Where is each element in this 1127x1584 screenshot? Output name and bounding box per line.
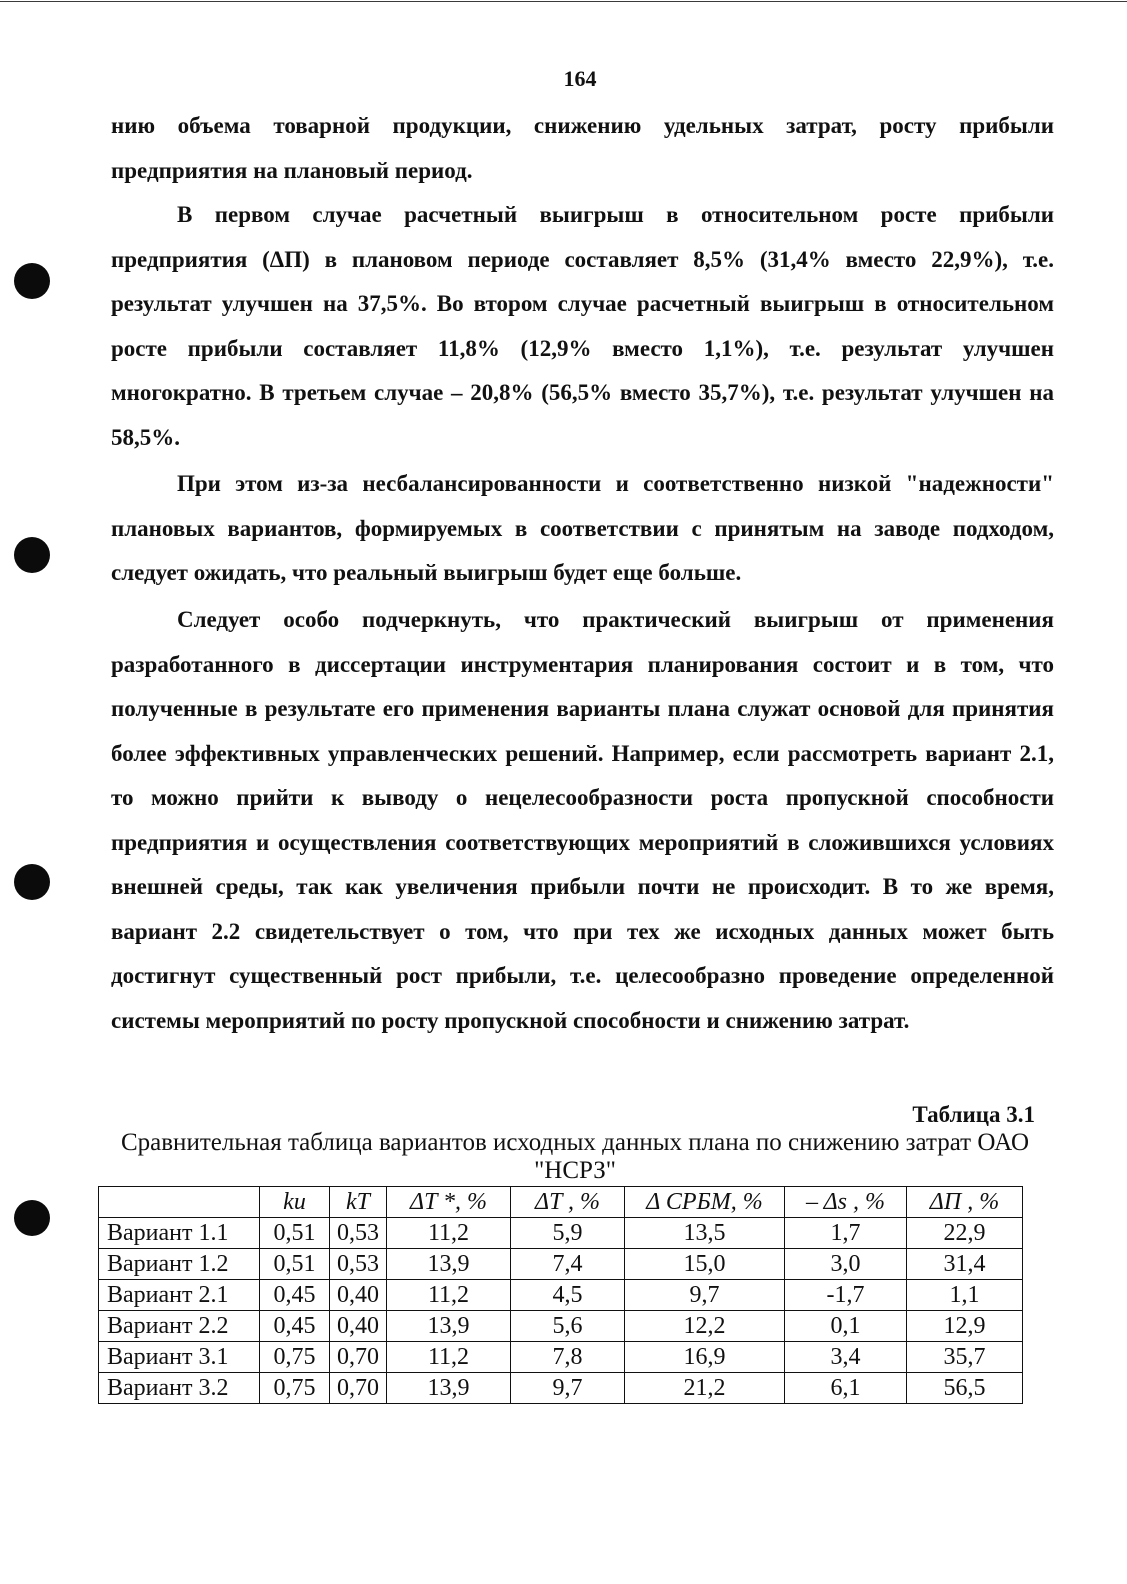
paragraph-2: В первом случае расчетный выигрыш в относительном росте прибыли предприятия (ΔП) в плановом периоде составляет 8,5% (31,4% вместо 22,9%), т.е. результат улучшен на 37,5%. Во втором случае расчетный выигрыш в относительном росте прибыли составляет 11,8% (12,9% вместо 1,1%), т.е. результат улучшен многократно. В третьем случае – 20,8% (56,5% вместо 35,7%), т.е. результат улучшен на 58,5%. <box>111 202 1054 450</box>
table-cell: 15,0 <box>625 1249 785 1280</box>
table-row <box>99 1249 1023 1280</box>
table-cell: 9,7 <box>625 1280 785 1311</box>
header-cell: kT <box>330 1187 387 1218</box>
table-cell: 0,40 <box>330 1280 387 1311</box>
table-cell: 12,9 <box>907 1311 1023 1342</box>
table-cell: 0,70 <box>330 1373 387 1404</box>
body-text-4 <box>111 598 1054 1043</box>
table-row <box>99 1280 1023 1311</box>
table-cell: 3,0 <box>785 1249 907 1280</box>
row-label: Вариант 3.2 <box>99 1373 260 1404</box>
table-cell: 7,8 <box>511 1342 625 1373</box>
table-row <box>99 1311 1023 1342</box>
table-cell: 13,9 <box>387 1311 511 1342</box>
table-cell: 16,9 <box>625 1342 785 1373</box>
table-cell: 22,9 <box>907 1218 1023 1249</box>
table-cell: 1,1 <box>907 1280 1023 1311</box>
table-header-row <box>99 1187 1023 1218</box>
table-cell: 3,4 <box>785 1342 907 1373</box>
table-row <box>99 1342 1023 1373</box>
header-cell: ΔП , % <box>907 1187 1023 1218</box>
table-cell: 0,70 <box>330 1342 387 1373</box>
table-cell: 11,2 <box>387 1342 511 1373</box>
body-text-1 <box>111 104 1054 193</box>
header-cell <box>99 1187 260 1218</box>
table-cell: 21,2 <box>625 1373 785 1404</box>
punch-hole-4 <box>14 1200 50 1236</box>
table-cell: 35,7 <box>907 1342 1023 1373</box>
table-cell: 13,5 <box>625 1218 785 1249</box>
row-label: Вариант 2.2 <box>99 1311 260 1342</box>
table-label: Таблица 3.1 <box>912 1102 1035 1127</box>
table-cell: 0,45 <box>260 1311 330 1342</box>
table-cell: 0,53 <box>330 1218 387 1249</box>
table-cell: 12,2 <box>625 1311 785 1342</box>
table-cell: 0,53 <box>330 1249 387 1280</box>
header-cell: Δ СРБМ, % <box>625 1187 785 1218</box>
row-label: Вариант 1.2 <box>99 1249 260 1280</box>
table-cell: 0,75 <box>260 1342 330 1373</box>
table-cell: 0,40 <box>330 1311 387 1342</box>
table-row <box>99 1218 1023 1249</box>
scan-top-edge <box>0 1 1127 2</box>
table-cell: 5,9 <box>511 1218 625 1249</box>
table-caption: Сравнительная таблица вариантов исходных данных плана по снижению затрат ОАО "НСРЗ" <box>120 1129 1029 1184</box>
header-cell: ΔT , % <box>511 1187 625 1218</box>
table-cell: 0,1 <box>785 1311 907 1342</box>
table-row <box>99 1373 1023 1404</box>
table-cell: 13,9 <box>387 1373 511 1404</box>
table-cell: 7,4 <box>511 1249 625 1280</box>
table-cell: 11,2 <box>387 1218 511 1249</box>
comparison-table <box>98 1186 1023 1404</box>
table-cell: 0,51 <box>260 1218 330 1249</box>
table-cell: 56,5 <box>907 1373 1023 1404</box>
body-text-3 <box>111 462 1054 596</box>
table-cell: 9,7 <box>511 1373 625 1404</box>
row-label: Вариант 3.1 <box>99 1342 260 1373</box>
table-cell: 6,1 <box>785 1373 907 1404</box>
header-cell: kи <box>260 1187 330 1218</box>
table-cell: 0,45 <box>260 1280 330 1311</box>
header-cell: ΔT *, % <box>387 1187 511 1218</box>
punch-hole-2 <box>14 537 50 573</box>
table-cell: 5,6 <box>511 1311 625 1342</box>
paragraph-3: При этом из-за несбалансированности и соответственно низкой "надежности" плановых вариантов, формируемых в соответствии с принятым на заводе подходом, следует ожидать, что реальный выигрыш будет еще больше. <box>111 471 1054 585</box>
table-cell: 1,7 <box>785 1218 907 1249</box>
table-cell: 11,2 <box>387 1280 511 1311</box>
row-label: Вариант 2.1 <box>99 1280 260 1311</box>
table-cell: -1,7 <box>785 1280 907 1311</box>
row-label: Вариант 1.1 <box>99 1218 260 1249</box>
paragraph-4: Следует особо подчеркнуть, что практический выигрыш от применения разработанного в диссертации инструментария планирования состоит и в том, что полученные в результате его применения варианты плана служат основой для принятия более эффективных управленческих решений. Например, если рассмотреть вариант 2.1, то можно прийти к выводу о нецелесообразности роста пропускной способности предприятия и осуществления соответствующих мероприятий в сложившихся условиях внешней среды, так как увеличения прибыли почти не происходит. В то же время, вариант 2.2 свидетельствует о том, что при тех же исходных данных может быть достигнут существенный рост прибыли, т.е. целесообразно проведение определенной системы мероприятий по росту пропускной способности и снижению затрат. <box>111 607 1054 1033</box>
body-text-2 <box>111 193 1054 460</box>
table-cell: 0,51 <box>260 1249 330 1280</box>
page-number: 164 <box>563 66 597 91</box>
table-cell: 31,4 <box>907 1249 1023 1280</box>
table-cell: 4,5 <box>511 1280 625 1311</box>
punch-hole-1 <box>14 263 50 299</box>
header-cell: – Δs , % <box>785 1187 907 1218</box>
paragraph-1: нию объема товарной продукции, снижению удельных затрат, росту прибыли предприятия на плановый период. <box>111 113 1054 183</box>
punch-hole-3 <box>14 864 50 900</box>
table-cell: 13,9 <box>387 1249 511 1280</box>
table-cell: 0,75 <box>260 1373 330 1404</box>
